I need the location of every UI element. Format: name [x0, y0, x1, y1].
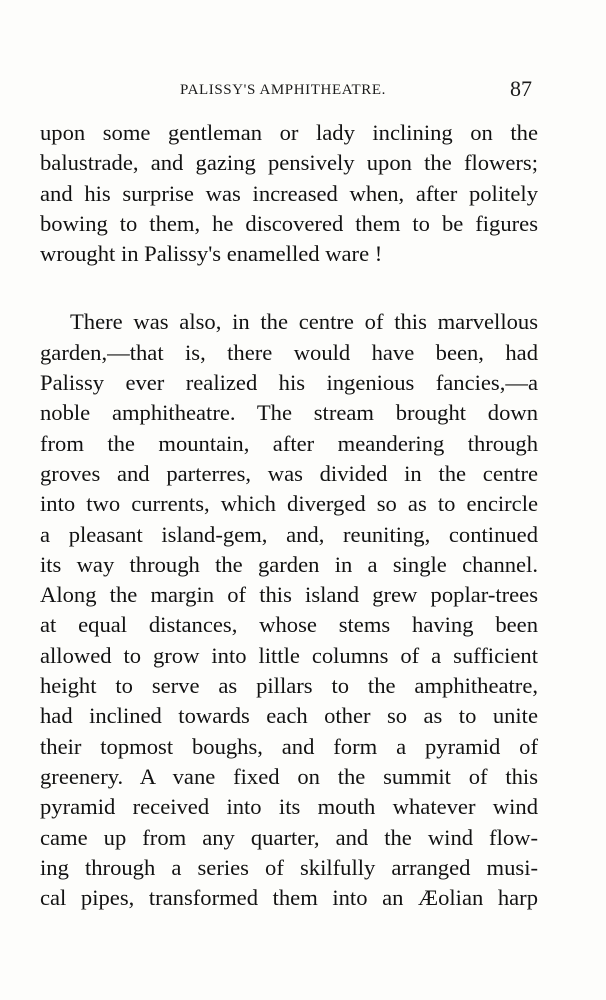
paragraph-1 — [40, 118, 538, 269]
text-line: ing through a series of skilfully arranged musi- — [40, 854, 538, 880]
text-line: Along the margin of this island grew poplar-trees — [40, 582, 538, 608]
text-line: pyramid received into its mouth whatever wind — [40, 794, 538, 820]
text-line: into two currents, which diverged so as to encircle — [40, 491, 538, 517]
text-line: allowed to grow into little columns of a sufficient — [40, 642, 538, 668]
text-line: from the mountain, after meandering through — [40, 430, 538, 456]
running-head: PALISSY'S AMPHITHEATRE. — [180, 82, 386, 98]
text-line: came up from any quarter, and the wind flow- — [40, 824, 538, 850]
text-line: at equal distances, whose stems having been — [40, 612, 538, 638]
text-line: Palissy ever realized his ingenious fancies,—a — [40, 370, 538, 396]
text-line: groves and parterres, was divided in the centre — [40, 460, 538, 486]
text-line: greenery. A vane fixed on the summit of this — [40, 763, 538, 789]
text-line: There was also, in the centre of this marvellous — [70, 309, 538, 335]
text-line: their topmost boughs, and form a pyramid of — [40, 733, 538, 759]
text-line: and his surprise was increased when, after politely — [40, 180, 538, 206]
page-header — [40, 74, 538, 108]
paragraph-2 — [40, 307, 538, 913]
text-line: cal pipes, transformed them into an Æolian harp — [40, 885, 538, 911]
text-line: wrought in Palissy's enamelled ware ! — [40, 241, 383, 267]
text-line: upon some gentleman or lady inclining on the — [40, 120, 538, 145]
text-line: had inclined towards each other so as to unite — [40, 703, 538, 729]
text-line: balustrade, and gazing pensively upon the flowers; — [40, 150, 538, 176]
page-number: 87 — [510, 76, 532, 101]
text-line: bowing to them, he discovered them to be figures — [40, 210, 538, 236]
paragraph-break — [40, 269, 538, 307]
text-line: noble amphitheatre. The stream brought down — [40, 400, 538, 426]
text-line: garden,—that is, there would have been, had — [40, 339, 538, 365]
body-text — [40, 118, 538, 913]
text-line: its way through the garden in a single channel. — [40, 551, 538, 577]
text-line: a pleasant island-gem, and, reuniting, continued — [40, 521, 538, 547]
text-line: height to serve as pillars to the amphitheatre, — [40, 673, 538, 699]
